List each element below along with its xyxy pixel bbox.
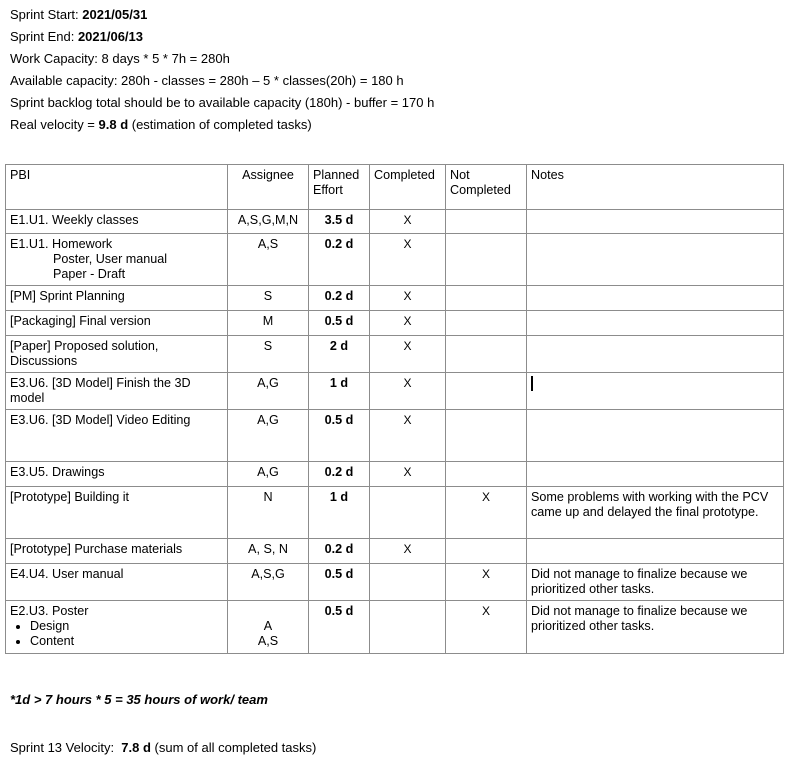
assignee-cell: N [228, 487, 309, 539]
sprint-header [10, 4, 434, 137]
completed-cell: X [370, 234, 446, 286]
effort-cell: 0.5 d [309, 564, 370, 601]
effort-cell: 0.2 d [309, 462, 370, 487]
effort-cell: 0.5 d [309, 410, 370, 462]
table-row [6, 336, 784, 373]
completed-cell [370, 601, 446, 654]
effort-cell: 0.2 d [309, 539, 370, 564]
completed-cell [370, 564, 446, 601]
effort-cell: 1 d [309, 487, 370, 539]
assignee-cell: A,S [228, 234, 309, 286]
completed-cell: X [370, 462, 446, 487]
notes-cell [527, 210, 784, 234]
notes-cell [527, 462, 784, 487]
not-completed-cell [446, 336, 527, 373]
col-header-notes: Notes [527, 165, 784, 210]
notes-cell [527, 234, 784, 286]
table-row [6, 462, 784, 487]
not-completed-cell: X [446, 487, 527, 539]
not-completed-cell: X [446, 564, 527, 601]
real-velocity: Real velocity = 9.8 d (estimation of completed tasks) [10, 117, 312, 133]
col-header-not-completed: Not Completed [446, 165, 527, 210]
work-capacity: Work Capacity: 8 days * 5 * 7h = 280h [10, 51, 230, 67]
notes-cell: Did not manage to finalize because we prioritized other tasks. [527, 564, 784, 601]
pbi-cell: E1.U1. Weekly classes [6, 210, 228, 234]
backlog-total: Sprint backlog total should be to available capacity (180h) - buffer = 170 h [10, 95, 435, 111]
effort-cell: 1 d [309, 373, 370, 410]
not-completed-cell [446, 234, 527, 286]
table-row [6, 487, 784, 539]
sprint-end: Sprint End: 2021/06/13 [10, 29, 144, 45]
completed-cell: X [370, 210, 446, 234]
pbi-cell: E3.U6. [3D Model] Video Editing [6, 410, 228, 462]
table-row [6, 601, 784, 654]
text-cursor [531, 376, 533, 391]
not-completed-cell [446, 373, 527, 410]
not-completed-cell [446, 210, 527, 234]
notes-cell [527, 410, 784, 462]
not-completed-cell [446, 311, 527, 336]
completed-cell: X [370, 373, 446, 410]
not-completed-cell [446, 410, 527, 462]
table-row [6, 410, 784, 462]
col-header-planned-effort: Planned Effort [309, 165, 370, 210]
effort-cell: 2 d [309, 336, 370, 373]
list-item: • Content [30, 634, 223, 649]
not-completed-cell: X [446, 601, 527, 654]
pbi-sub-list [10, 619, 223, 649]
available-capacity: Available capacity: 280h - classes = 280h – 5 * classes(20h) = 180 h [10, 73, 404, 89]
assignee-cell: A,G [228, 410, 309, 462]
not-completed-cell [446, 286, 527, 311]
table-row [6, 373, 784, 410]
effort-cell: 0.2 d [309, 286, 370, 311]
notes-cell [527, 286, 784, 311]
sprint-velocity: Sprint 13 Velocity: 7.8 d (sum of all completed tasks) [10, 740, 317, 755]
assignee-cell: A,S,G,M,N [228, 210, 309, 234]
table-row [6, 564, 784, 601]
completed-cell: X [370, 539, 446, 564]
pbi-cell: E1.U1. Homework Poster, User manual Paper - Draft [6, 234, 228, 286]
assignee-cell: A, S, N [228, 539, 309, 564]
notes-cell: Some problems with working with the PCV came up and delayed the final prototype. [527, 487, 784, 539]
completed-cell: X [370, 311, 446, 336]
table-row [6, 539, 784, 564]
notes-cell [527, 336, 784, 373]
table-row [6, 234, 784, 286]
completed-cell: X [370, 286, 446, 311]
pbi-cell: E3.U6. [3D Model] Finish the 3D model [6, 373, 228, 410]
completed-cell: X [370, 410, 446, 462]
notes-cell [527, 311, 784, 336]
pbi-cell: E2.U3. Poster • Design • Content [6, 601, 228, 654]
assignee-cell: A,S,G [228, 564, 309, 601]
team-hours-note: *1d > 7 hours * 5 = 35 hours of work/ team [10, 692, 268, 707]
pbi-cell: [Packaging] Final version [6, 311, 228, 336]
sprint-backlog-table [5, 164, 784, 654]
pbi-cell: E3.U5. Drawings [6, 462, 228, 487]
completed-cell [370, 487, 446, 539]
list-item: • Design [30, 619, 223, 634]
pbi-cell: [Prototype] Building it [6, 487, 228, 539]
notes-cell: Did not manage to finalize because we prioritized other tasks. [527, 601, 784, 654]
assignee-cell: M [228, 311, 309, 336]
col-header-pbi: PBI [6, 165, 228, 210]
notes-cell[interactable] [527, 373, 784, 410]
effort-cell: 3.5 d [309, 210, 370, 234]
assignee-cell: S [228, 286, 309, 311]
col-header-assignee: Assignee [228, 165, 309, 210]
effort-cell: 0.5 d [309, 601, 370, 654]
pbi-cell: [Paper] Proposed solution, Discussions [6, 336, 228, 373]
assignee-cell: A,G [228, 373, 309, 410]
pbi-cell: [PM] Sprint Planning [6, 286, 228, 311]
pbi-cell: [Prototype] Purchase materials [6, 539, 228, 564]
table-row [6, 286, 784, 311]
table-row [6, 311, 784, 336]
col-header-completed: Completed [370, 165, 446, 210]
assignee-cell: S [228, 336, 309, 373]
notes-cell [527, 539, 784, 564]
not-completed-cell [446, 539, 527, 564]
assignee-cell: A,G [228, 462, 309, 487]
table-header-row [6, 165, 784, 210]
not-completed-cell [446, 462, 527, 487]
pbi-cell: E4.U4. User manual [6, 564, 228, 601]
effort-cell: 0.2 d [309, 234, 370, 286]
completed-cell: X [370, 336, 446, 373]
sprint-start: Sprint Start: 2021/05/31 [10, 7, 148, 22]
table-row [6, 210, 784, 234]
assignee-cell: A A,S [228, 601, 309, 654]
effort-cell: 0.5 d [309, 311, 370, 336]
